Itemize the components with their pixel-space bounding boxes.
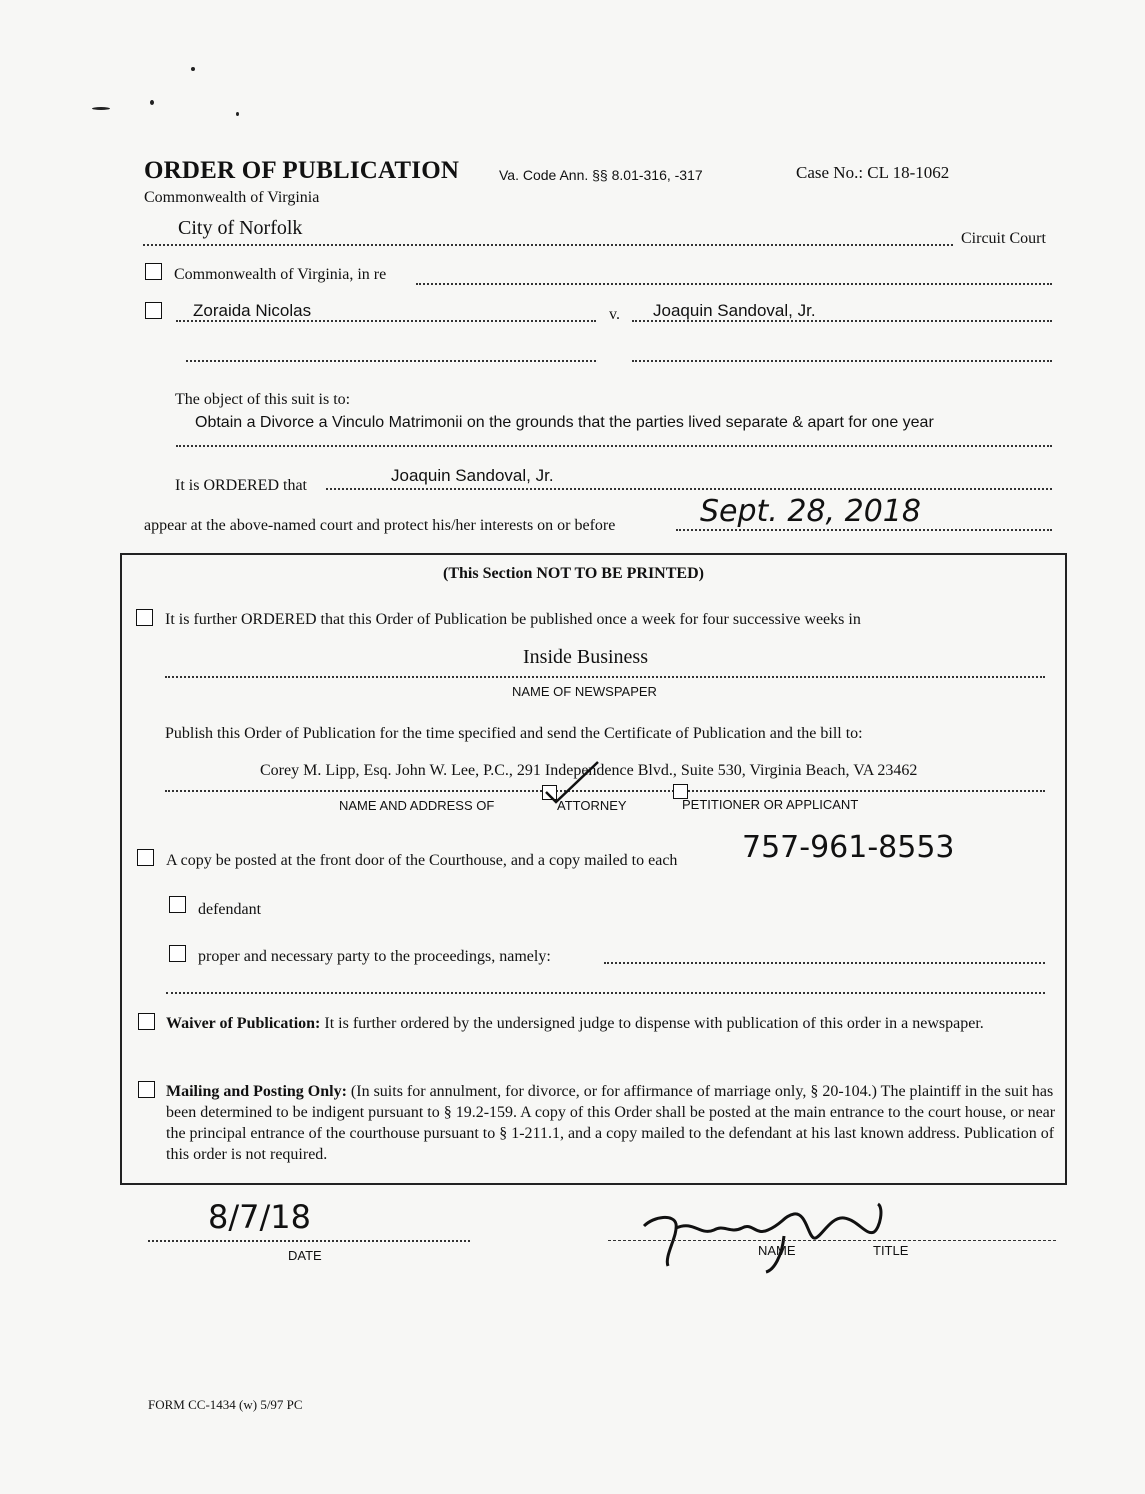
- object-text[interactable]: Obtain a Divorce a Vinculo Matrimonii on the grounds that the parties lived separate & apart for one year: [195, 414, 934, 431]
- date-handwritten[interactable]: 8/7/18: [208, 1198, 311, 1236]
- judge-signature: [634, 1196, 894, 1276]
- form-title: ORDER OF PUBLICATION: [144, 157, 460, 184]
- waiver-checkbox[interactable]: [138, 1013, 155, 1030]
- case-number: CL 18-1062: [867, 163, 950, 182]
- attorney-label: ATTORNEY: [557, 798, 627, 813]
- newspaper-line: [165, 676, 1045, 678]
- defendant-label: defendant: [198, 901, 262, 918]
- publish-instruction: Publish this Order of Publication for the time specified and send the Certificate of Publication and the bill to:: [165, 725, 863, 742]
- scan-speck: [92, 107, 110, 110]
- waiver-paragraph: [166, 1013, 1026, 1034]
- date-caption: DATE: [288, 1248, 322, 1263]
- address-caption: NAME AND ADDRESS OF: [339, 798, 495, 813]
- waiver-title: Waiver of Publication:: [166, 1015, 321, 1032]
- object-label: The object of this suit is to:: [175, 391, 351, 408]
- appear-line: [676, 529, 1052, 531]
- title-caption: TITLE: [873, 1243, 909, 1258]
- in-re-checkbox[interactable]: [145, 263, 162, 280]
- petitioner-label: PETITIONER OR APPLICANT: [682, 797, 859, 812]
- plaintiff-line-2: [186, 360, 596, 362]
- address-value[interactable]: Corey M. Lipp, Esq. John W. Lee, P.C., 291 Independence Blvd., Suite 530, Virginia Beach, VA 23462: [260, 762, 918, 779]
- defendant-name[interactable]: Joaquin Sandoval, Jr.: [653, 301, 816, 320]
- phone-handwritten[interactable]: 757-961-8553: [742, 830, 955, 865]
- party-checkbox[interactable]: [169, 945, 186, 962]
- scan-speck: [191, 67, 195, 71]
- scan-speck: [150, 100, 154, 105]
- court-line: [143, 244, 953, 246]
- defendant-line: [632, 320, 1052, 322]
- court-city[interactable]: City of Norfolk: [178, 217, 303, 239]
- mailing-title: Mailing and Posting Only:: [166, 1083, 347, 1100]
- appear-label: appear at the above-named court and protect his/her interests on or before: [144, 517, 616, 534]
- object-line: [176, 445, 1052, 447]
- in-re-line: [416, 283, 1052, 285]
- mailing-paragraph: [166, 1081, 1056, 1165]
- posted-checkbox[interactable]: [137, 849, 154, 866]
- plaintiff-name[interactable]: Zoraida Nicolas: [193, 301, 312, 320]
- mailing-checkbox[interactable]: [138, 1081, 155, 1098]
- form-number: FORM CC-1434 (w) 5/97 PC: [148, 1397, 303, 1412]
- code-reference: Va. Code Ann. §§ 8.01-316, -317: [499, 167, 703, 183]
- case-number-label: [796, 163, 949, 183]
- newspaper-name[interactable]: Inside Business: [523, 646, 648, 668]
- defendant-checkbox[interactable]: [169, 896, 186, 913]
- signature-line: [608, 1240, 1056, 1241]
- commonwealth-label: Commonwealth of Virginia: [144, 189, 320, 206]
- case-label: Case No.:: [796, 163, 864, 182]
- newspaper-caption: NAME OF NEWSPAPER: [512, 684, 657, 699]
- party-line-2: [166, 992, 1045, 994]
- plaintiff-line: [176, 320, 596, 322]
- ordered-name[interactable]: Joaquin Sandoval, Jr.: [391, 466, 554, 485]
- name-caption: NAME: [758, 1243, 796, 1258]
- appear-date-handwritten[interactable]: Sept. 28, 2018: [700, 494, 921, 529]
- date-line: [148, 1240, 470, 1242]
- mailing-text: (In suits for annulment, for divorce, or for affirmance of marriage only, § 20-104.) The plaintiff in the suit has been determined to be indigent pursuant to § 19.2-159. A copy of this Order shall be posted at the main entrance to the court house, or near the principal entrance of the courthouse pursuant to § 1-211.1, and a copy mailed to the defendant at his last known address. Publication of this order is not required.: [166, 1083, 1056, 1163]
- in-re-label: Commonwealth of Virginia, in re: [174, 266, 387, 283]
- publish-order-text: It is further ORDERED that this Order of Publication be published once a week for four successive weeks in: [165, 611, 861, 628]
- ordered-label: It is ORDERED that: [175, 477, 307, 494]
- section-heading: (This Section NOT TO BE PRINTED): [443, 565, 704, 582]
- waiver-text: It is further ordered by the undersigned judge to dispense with publication of this order in a newspaper.: [324, 1015, 984, 1032]
- ordered-line: [326, 488, 1052, 490]
- publish-checkbox[interactable]: [136, 609, 153, 626]
- party-label: proper and necessary party to the proceedings, namely:: [198, 948, 551, 965]
- parties-checkbox[interactable]: [145, 302, 162, 319]
- defendant-line-2: [632, 360, 1052, 362]
- scan-speck: [236, 112, 239, 116]
- posted-label: A copy be posted at the front door of the Courthouse, and a copy mailed to each: [166, 852, 678, 869]
- versus-label: v.: [609, 306, 620, 323]
- circuit-court-label: Circuit Court: [961, 230, 1046, 247]
- party-line: [604, 962, 1045, 964]
